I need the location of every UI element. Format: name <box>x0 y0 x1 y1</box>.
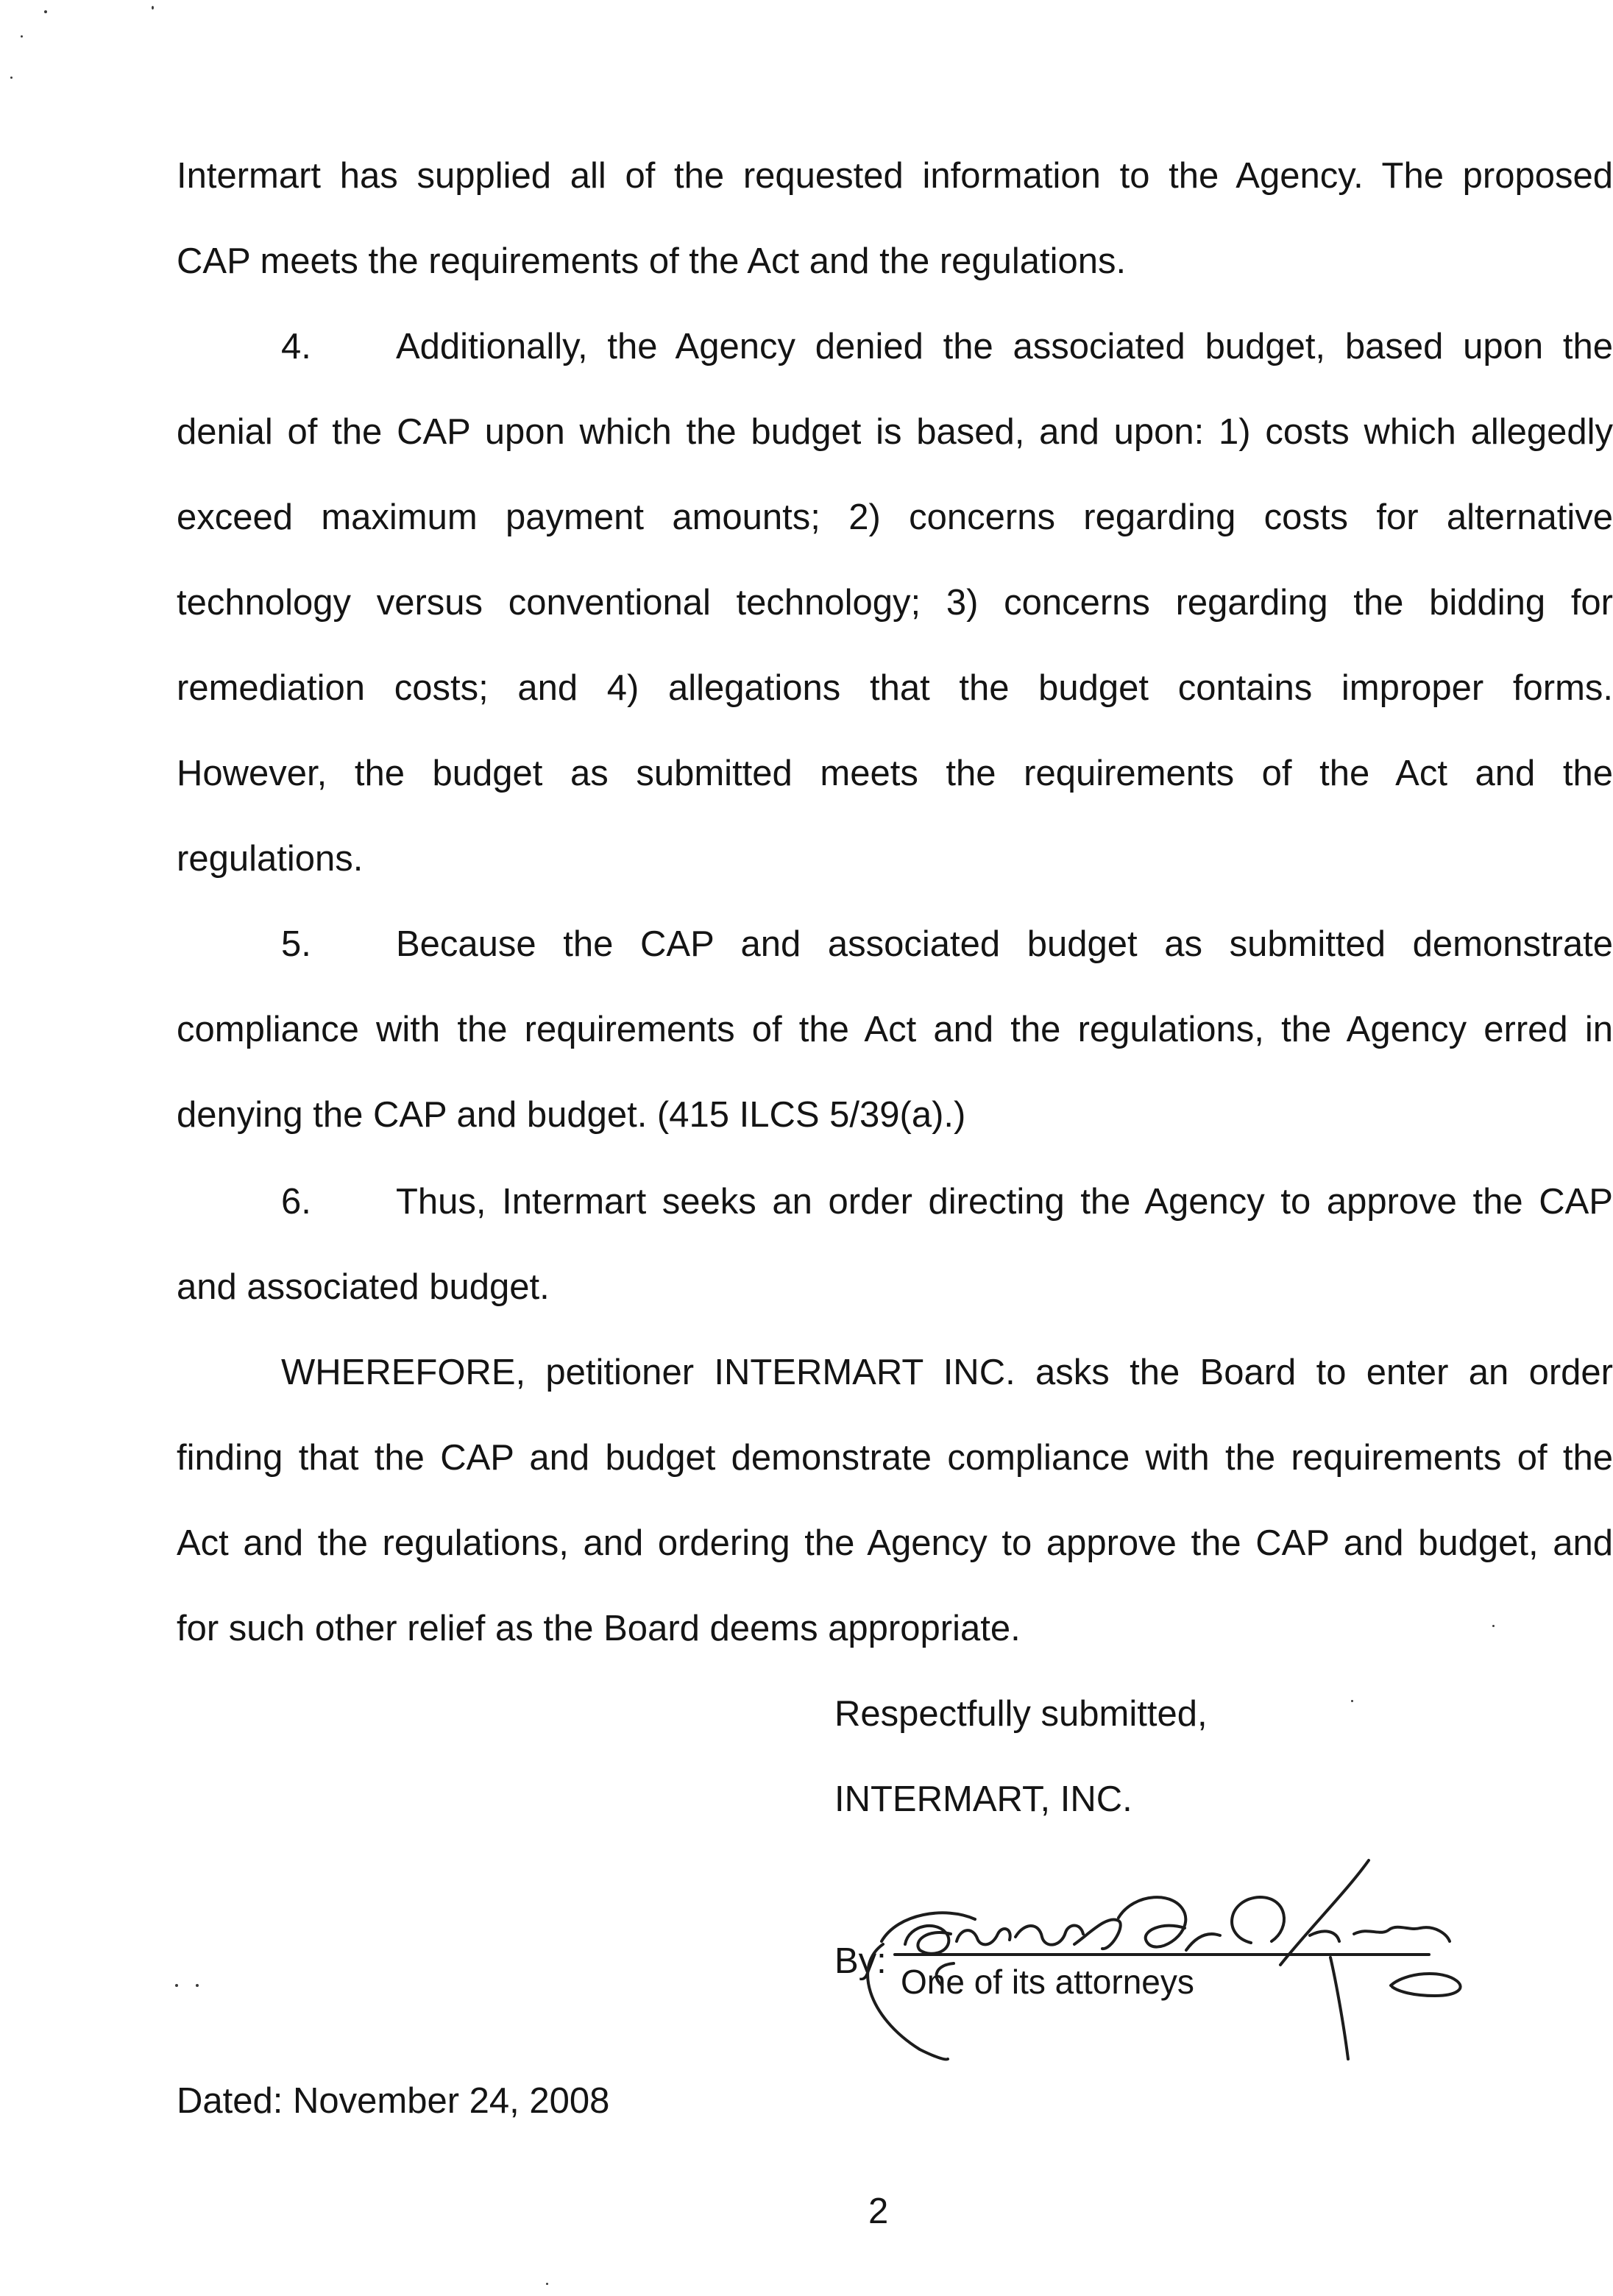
carry-over-line-2: CAP meets the requirements of the Act and the regulations. <box>177 241 1127 281</box>
scan-speck <box>1351 1700 1353 1702</box>
scan-speck <box>152 6 154 10</box>
paragraph-6-number: 6. <box>281 1182 311 1222</box>
party-name: INTERMART, INC. <box>834 1779 1132 1819</box>
scan-speck <box>546 2283 548 2285</box>
paragraph-5-line-2: compliance with the requirements of the Act and the regulations, the Agency erred in <box>177 1010 1613 1049</box>
wherefore-line-4: for such other relief as the Board deems appropriate. <box>177 1609 1021 1648</box>
paragraph-6-line-1: Thus, Intermart seeks an order directing the Agency to approve the CAP <box>396 1182 1613 1222</box>
wherefore-line-1: WHEREFORE, petitioner INTERMART INC. asks the Board to enter an order <box>281 1353 1613 1392</box>
paragraph-4-line-2: denial of the CAP upon which the budget is based, and upon: 1) costs which allegedly <box>177 412 1613 452</box>
scan-speck <box>175 1984 178 1987</box>
paragraph-4-line-5: remediation costs; and 4) allegations that the budget contains improper forms. <box>177 668 1613 708</box>
paragraph-4-line-6: However, the budget as submitted meets the requirements of the Act and the <box>177 754 1613 793</box>
scan-speck <box>44 10 47 13</box>
page-number: 2 <box>868 2192 889 2231</box>
wherefore-line-3: Act and the regulations, and ordering the Agency to approve the CAP and budget, and <box>177 1523 1613 1563</box>
scan-speck <box>10 77 13 79</box>
carry-over-line-1: Intermart has supplied all of the requested information to the Agency. The proposed <box>177 156 1613 196</box>
scan-speck <box>196 1984 199 1987</box>
closing-text: Respectfully submitted, <box>834 1694 1208 1734</box>
by-label: By: <box>834 1941 887 1981</box>
wherefore-line-2: finding that the CAP and budget demonstrate compliance with the requirements of the <box>177 1438 1613 1478</box>
paragraph-6-line-2: and associated budget. <box>177 1267 550 1307</box>
dated-line: Dated: November 24, 2008 <box>177 2081 610 2121</box>
paragraph-4-line-7: regulations. <box>177 839 364 879</box>
paragraph-4-number: 4. <box>281 327 311 366</box>
scan-speck <box>1492 1625 1495 1627</box>
scan-speck <box>21 35 23 38</box>
paragraph-4-line-3: exceed maximum payment amounts; 2) concerns regarding costs for alternative <box>177 497 1613 537</box>
handwritten-signature <box>809 1854 1472 2075</box>
paragraph-5-line-3: denying the CAP and budget. (415 ILCS 5/39(a).) <box>177 1095 966 1135</box>
paragraph-5-line-1: Because the CAP and associated budget as submitted demonstrate <box>396 924 1613 964</box>
paragraph-4-line-1: Additionally, the Agency denied the associated budget, based upon the <box>396 327 1613 366</box>
paragraph-5-number: 5. <box>281 924 311 964</box>
attorney-role: One of its attorneys <box>901 1963 1194 2001</box>
paragraph-4-line-4: technology versus conventional technology; 3) concerns regarding the bidding for <box>177 583 1613 623</box>
